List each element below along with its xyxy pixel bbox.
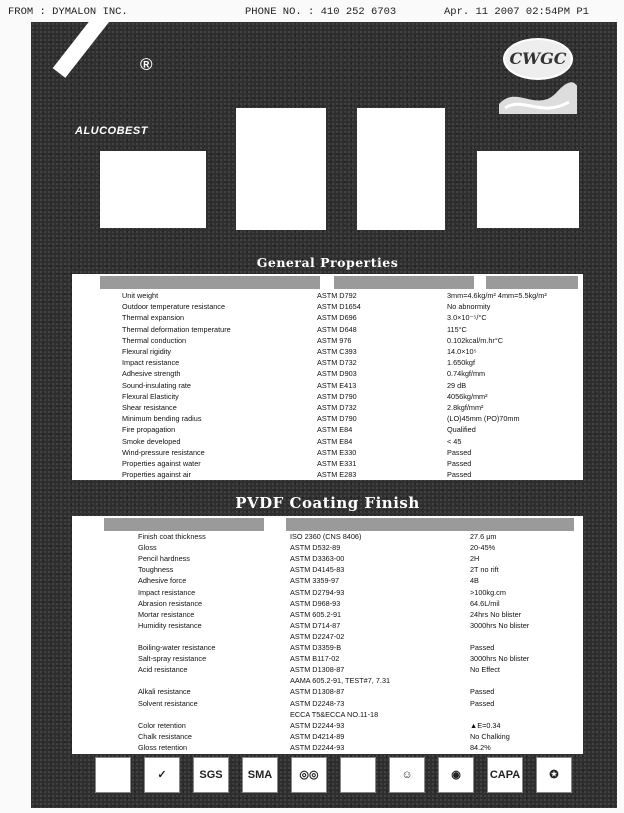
method-cell: ASTM C393 (317, 347, 357, 356)
product-photo-4 (477, 151, 579, 228)
property-cell: Solvent resistance (138, 698, 198, 708)
property-cell: Smoke developed (122, 436, 181, 446)
general-properties-title: General Properties (256, 255, 399, 270)
seal-icon: ◉ (438, 757, 474, 793)
property-cell: Impact resistance (138, 587, 196, 597)
method-cell: ASTM D2248-73 (290, 698, 345, 708)
method-cell: ASTM D1308-87 (290, 687, 345, 697)
result-cell: >100kg.cm (470, 587, 506, 597)
method-cell: ASTM D2244-93 (290, 720, 345, 730)
table-row (72, 458, 583, 469)
pvdf-coating-table (72, 516, 583, 754)
result-cell: 3mm=4.6kg/m² 4mm=5.5kg/m² (447, 291, 547, 300)
property-cell: Pencil hardness (138, 554, 190, 564)
result-cell: ▲E=0.34 (470, 720, 501, 730)
table-row (72, 564, 583, 575)
result-cell: 27.6 μm (470, 532, 497, 541)
method-cell: ASTM E84 (317, 436, 353, 446)
result-cell: Qualified (447, 425, 476, 435)
property-cell: Adhesive strength (122, 369, 181, 379)
table-row (72, 609, 583, 620)
result-cell: 14.0×10⁵ (447, 347, 477, 356)
method-cell: ASTM 605.2-91 (290, 609, 342, 619)
result-cell: 3000hrs No blister (470, 654, 530, 664)
method-cell: ASTM D532-89 (290, 543, 341, 553)
table-row (72, 368, 583, 379)
method-cell: ASTM E84 (317, 425, 353, 435)
result-cell: 1.650kgf (447, 358, 475, 368)
table-row (72, 469, 583, 480)
property-cell: Thermal conduction (122, 335, 187, 345)
property-cell: Impact resistance (122, 358, 180, 368)
cert-icon (340, 757, 376, 793)
method-cell: ASTM D696 (317, 313, 357, 323)
table-row (72, 542, 583, 553)
property-cell: Gloss (138, 543, 157, 553)
result-cell: No Effect (470, 665, 500, 675)
cwgc-brand: CWGC (503, 38, 573, 80)
result-cell: Passed (470, 698, 495, 708)
property-cell: Salt-spray resistance (138, 654, 207, 664)
method-cell: ASTM D2244-93 (290, 742, 345, 752)
method-cell: ASTM D790 (317, 414, 357, 424)
method-cell: ASTM D792 (317, 291, 357, 300)
result-cell: 4B (470, 576, 479, 586)
result-cell: 4056kg/mm² (447, 391, 488, 401)
product-photo-2 (236, 108, 326, 230)
table-row (72, 675, 583, 686)
method-cell: ASTM D1654 (317, 302, 361, 312)
property-cell: Properties against water (122, 459, 201, 468)
result-cell: Passed (447, 470, 472, 480)
table-row (72, 357, 583, 368)
method-cell: ASTM D3359-B (290, 643, 342, 652)
property-cell: Color retention (138, 720, 186, 730)
result-cell: 29 dB (447, 380, 467, 390)
table-row (72, 709, 583, 720)
column-header-method (334, 276, 474, 289)
product-photo-1 (100, 151, 206, 228)
fax-from: FROM : DYMALON,INC. (8, 6, 128, 18)
property-cell: Minimum bending radius (122, 414, 202, 424)
table-row (72, 531, 583, 542)
method-cell: ASTM D2794-93 (290, 587, 345, 597)
pvdf-coating-title: PVDF Coating Finish (235, 494, 420, 512)
method-cell: ASTM 976 (317, 335, 352, 345)
property-cell: Alkali resistance (138, 687, 191, 697)
result-cell: (LO)45mm (PO)70mm (447, 414, 520, 424)
property-cell: Properties against air (122, 470, 191, 480)
property-cell: Thermal deformation temperature (122, 324, 231, 334)
table-row (72, 653, 583, 664)
table-row (72, 402, 583, 413)
method-cell: ASTM D3363-00 (290, 554, 345, 564)
property-cell: Boiling-water resistance (138, 643, 216, 652)
table-row (72, 553, 583, 564)
table-row (72, 312, 583, 323)
result-cell: 0.102kcal/m.hr°C (447, 335, 504, 345)
property-cell: Unit weight (122, 291, 159, 300)
table-row (72, 664, 583, 675)
table-row (72, 631, 583, 642)
table-row (72, 447, 583, 458)
table-row (72, 620, 583, 631)
column-header-result (486, 276, 578, 289)
sma-icon: SMA (242, 757, 278, 793)
method-cell: ASTM D4214-89 (290, 731, 345, 741)
result-cell: 3.0×10⁻⁵/°C (447, 313, 487, 323)
property-cell: Outdoor temperature resistance (122, 302, 226, 312)
method-cell: ASTM 3359-97 (290, 576, 340, 586)
property-cell: Flexural rigidity (122, 347, 172, 356)
table-row (72, 424, 583, 435)
result-cell: < 45 (447, 436, 462, 446)
capa-icon: CAPA (487, 757, 523, 793)
certification-strip (95, 757, 585, 801)
sgs-icon: SGS (193, 757, 229, 793)
table-row (72, 698, 583, 709)
table-row (72, 301, 583, 312)
method-cell: ASTM D2247-02 (290, 631, 345, 641)
property-cell: Gloss retention (138, 742, 188, 752)
result-cell: Passed (470, 687, 495, 697)
result-cell: 2H (470, 554, 480, 564)
result-cell: 2.8kgf/mm² (447, 403, 484, 412)
method-cell: ASTM B117-02 (290, 654, 340, 664)
cwgc-logo (497, 38, 579, 122)
product-photo-3 (357, 108, 445, 230)
property-cell: Toughness (138, 565, 174, 575)
result-cell: No abnormity (447, 302, 491, 312)
table-row (72, 686, 583, 697)
registered-mark: ® (140, 55, 153, 74)
check-icon: ✓ (144, 757, 180, 793)
result-cell: 64.6L/mil (470, 598, 500, 608)
method-cell: ASTM D968-93 (290, 598, 341, 608)
table-row (72, 575, 583, 586)
wave-icon (497, 74, 579, 120)
method-cell: ASTM D4145-83 (290, 565, 345, 575)
method-cell: ASTM E283 (317, 470, 357, 480)
property-cell: Sound-insulating rate (122, 380, 191, 390)
table-row (72, 335, 583, 346)
property-cell: Adhesive force (138, 576, 187, 586)
method-cell: ECCA T5&ECCA NO.11-18 (290, 709, 379, 719)
property-cell: Humidity resistance (138, 620, 202, 630)
property-cell: Fire propagation (122, 425, 176, 435)
method-cell: ASTM D648 (317, 324, 357, 334)
alucobest-brand: ALUCOBEST (75, 125, 148, 137)
result-cell: 0.74kgf/mm (447, 369, 486, 379)
property-cell: Finish coat thickness (138, 532, 206, 541)
fax-phone: PHONE NO. : 410 252 6703 (245, 6, 397, 18)
method-cell: ASTM D732 (317, 403, 357, 412)
rings-icon: ◎◎ (291, 757, 327, 793)
method-cell: ASTM D790 (317, 391, 357, 401)
property-cell: Flexural Elasticity (122, 391, 179, 401)
table-row (72, 290, 583, 301)
method-cell: ASTM D732 (317, 358, 357, 368)
table-row (72, 380, 583, 391)
smiley-icon: ☺ (389, 757, 425, 793)
property-cell: Shear resistance (122, 403, 177, 412)
result-cell: No Chalking (470, 731, 510, 741)
method-cell: ASTM D903 (317, 369, 357, 379)
property-cell: Thermal expansion (122, 313, 185, 323)
column-header-property (104, 518, 264, 531)
column-header-result (424, 518, 574, 531)
table-row (72, 742, 583, 753)
result-cell: 2T no rift (470, 565, 499, 575)
fax-date: Apr. 11 2007 02:54PM P1 (444, 6, 589, 18)
table-row (72, 642, 583, 653)
table-row (72, 720, 583, 731)
general-properties-table (72, 274, 583, 480)
method-cell: ISO 2360 (CNS 8406) (290, 532, 362, 541)
method-cell: ASTM D1308-87 (290, 665, 345, 675)
result-cell: 20-45% (470, 543, 496, 553)
property-cell: Acid resistance (138, 665, 188, 675)
result-cell: Passed (447, 459, 472, 468)
method-cell: ASTM E330 (317, 447, 357, 457)
method-cell: AAMA 605.2-91, TEST#7, 7.31 (290, 676, 391, 686)
result-cell: Passed (447, 447, 472, 457)
method-cell: ASTM E331 (317, 459, 357, 468)
table-row (72, 587, 583, 598)
result-cell: 24hrs No blister (470, 609, 522, 619)
table-row (72, 436, 583, 447)
property-cell: Mortar resistance (138, 609, 195, 619)
property-cell: Wind-pressure resistance (122, 447, 205, 457)
table-row (72, 391, 583, 402)
method-cell: ASTM E413 (317, 380, 357, 390)
property-cell: Chalk resistance (138, 731, 192, 741)
table-row (72, 731, 583, 742)
result-cell: 84.2% (470, 742, 491, 752)
table-row (72, 346, 583, 357)
table-row (72, 413, 583, 424)
column-header-method (286, 518, 426, 531)
emblem-icon: ✪ (536, 757, 572, 793)
property-cell: Abrasion resistance (138, 598, 203, 608)
result-cell: 115°C (447, 324, 467, 334)
method-cell: ASTM D714-87 (290, 620, 341, 630)
table-row (72, 324, 583, 335)
blank-icon (95, 757, 131, 793)
alucobest-logo (45, 35, 155, 135)
result-cell: 3000hrs No blister (470, 620, 530, 630)
column-header-property (100, 276, 320, 289)
result-cell: Passed (470, 643, 495, 652)
table-row (72, 598, 583, 609)
